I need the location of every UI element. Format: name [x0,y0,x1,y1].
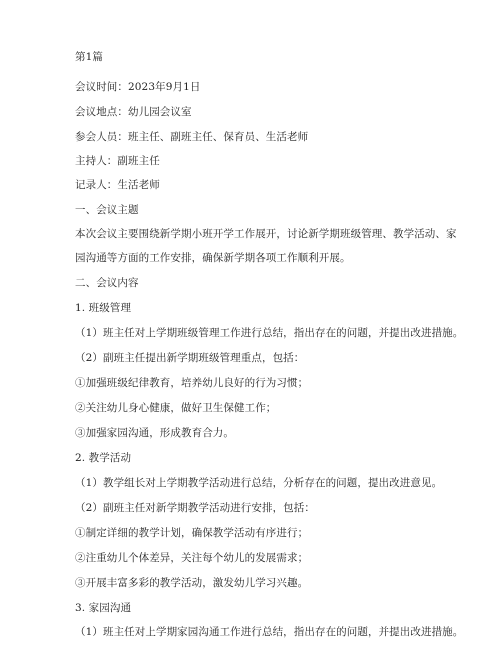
meeting-time: 会议时间：2023年9月1日 [75,81,201,93]
topic-paragraph-line-1: 本次会议主要围绕新学期小班开学工作展开，讨论新学期班级管理、教学活动、家 [75,228,457,240]
class-management-point-3: ③加强家园沟通，形成教育合力。 [75,427,234,439]
meeting-location: 会议地点：幼儿园会议室 [75,106,192,118]
class-management-point-2: ②关注幼儿身心健康，做好卫生保健工作； [75,402,277,414]
teaching-point-1: ①制定详细的教学计划，确保教学活动有序进行； [75,527,309,539]
subheading-class-management: 1. 班级管理 [75,302,132,314]
class-management-point-1: ①加强班级纪律教育，培养幼儿良好的行为习惯； [75,377,309,389]
subheading-home-school: 3. 家园沟通 [75,602,132,614]
teaching-item-1: （1）教学组长对上学期教学活动进行总结，分析存在的问题，提出改进意见。 [75,477,443,489]
heading-content: 二、会议内容 [75,277,139,289]
teaching-point-2: ②注重幼儿个体差异，关注每个幼儿的发展需求； [75,552,309,564]
teaching-item-2: （2）副班主任对新学期教学活动进行安排，包括： [75,502,315,514]
teaching-point-3: ③开展丰富多彩的教学活动，激发幼儿学习兴趣。 [75,577,309,589]
class-management-item-2: （2）副班主任提出新学期班级管理重点，包括： [75,352,305,364]
subheading-teaching: 2. 教学活动 [75,452,132,464]
class-management-item-1: （1）班主任对上学期班级管理工作进行总结，指出存在的问题，并提出改进措施。 [75,327,464,339]
topic-paragraph-line-2: 园沟通等方面的工作安排，确保新学期各项工作顺利开展。 [75,252,351,264]
section-title: 第1篇 [75,51,103,63]
host: 主持人：副班主任 [75,155,160,167]
home-school-item-1: （1）班主任对上学期家园沟通工作进行总结，指出存在的问题，并提出改进措施。 [75,626,464,638]
heading-topic: 一、会议主题 [75,204,139,216]
recorder: 记录人：生活老师 [75,179,160,191]
attendees: 参会人员：班主任、副班主任、保育员、生活老师 [75,131,309,143]
